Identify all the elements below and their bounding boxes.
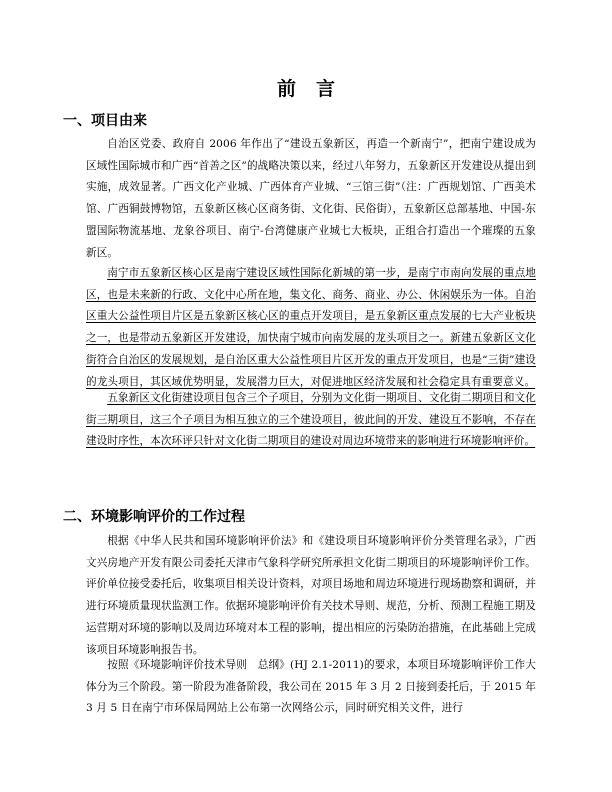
paragraph-underlined: 五象新区文化街建设项目包含三个子项目，分别为文化街一期项目、文化街二期项目和文化街三期项目，这三个子项目为相互独立的三个建设项目，彼此间的开发、建设互不影响，不存在建设时序性，本次环评只针对文化街二期项目的建设对周边环境带来的影响进行环境影响评价。 [86,392,536,448]
paragraph: 自治区党委、政府自 2006 年作出了“建设五象新区，再造一个新南宁”，把南宁建设成为区域性国际城市和广西“首善之区”的战略决策以来，经过八年努力，五象新区开发建设从提出到实施，成效显著。广西文化产业城、广西体育产业城、“三馆三街”（注：广西规划馆、广西美术馆、广西铜鼓博物馆，五象新区核心区商务街、文化街、民俗街），五象新区总部基地、中国-东盟国际物流基地、龙象谷项目、南宁-台湾健康产业城七大板块，正组合打造出一个璀璨的五象新区。 [86,138,536,259]
section-heading-project-origin: 一、项目由来 [63,113,147,129]
page-title: 前言 [276,78,355,100]
paragraph: 按照《环境影响评价技术导则 总纲》(HJ 2.1-2011)的要求，本项目环境影响评价工作大体分为三个阶段。第一阶段为准备阶段，我公司在 2015 年 3 月 2 日接到委托后，于 2015 年 3 月 5 日在南宁市环保局网站上公布第一次网络公示，同时研究相关文件，进行 [86,659,536,715]
section-heading-eia-process: 二、环境影响评价的工作过程 [63,509,245,525]
paragraph: 根据《中华人民共和国环境影响评价法》和《建设项目环境影响评价分类管理名录》，广西文兴房地产开发有限公司委托天津市气象科学研究所承担文化街二期项目的环境影响评价工作。评价单位接受委托后，收集项目相关设计资料，对项目场地和周边环境进行现场勘察和调研，并进行环境质量现状监测工作。依据环境影响评价有关技术导则、规范，分析、预测工程施工期及运营期对环境的影响以及周边环境对本工程的影响，提出相应的污染防治措施，在此基础上完成该项目环境影响报告书。 [86,535,536,656]
paragraph-underlined: 南宁市五象新区核心区是南宁建设区域性国际化新城的第一步，是南宁市南向发展的重点地区，也是未来新的行政、文化中心所在地，集文化、商务、商业、办公、休闲娱乐为一体。自治区重大公益性项目片区是五象新区核心区的重点开发项目，是五象新区重点发展的七大产业板块之一，也是带动五象新区开发建设，加快南宁城市向南发展的龙头项目之一。新建五象新区文化街符合自治区的发展规划，是自治区重大公益性项目片区开发的重点开发项目，也是“三街”建设的龙头项目，其区域优势明显，发展潜力巨大，对促进地区经济发展和社会稳定具有重要意义。 [86,267,536,388]
